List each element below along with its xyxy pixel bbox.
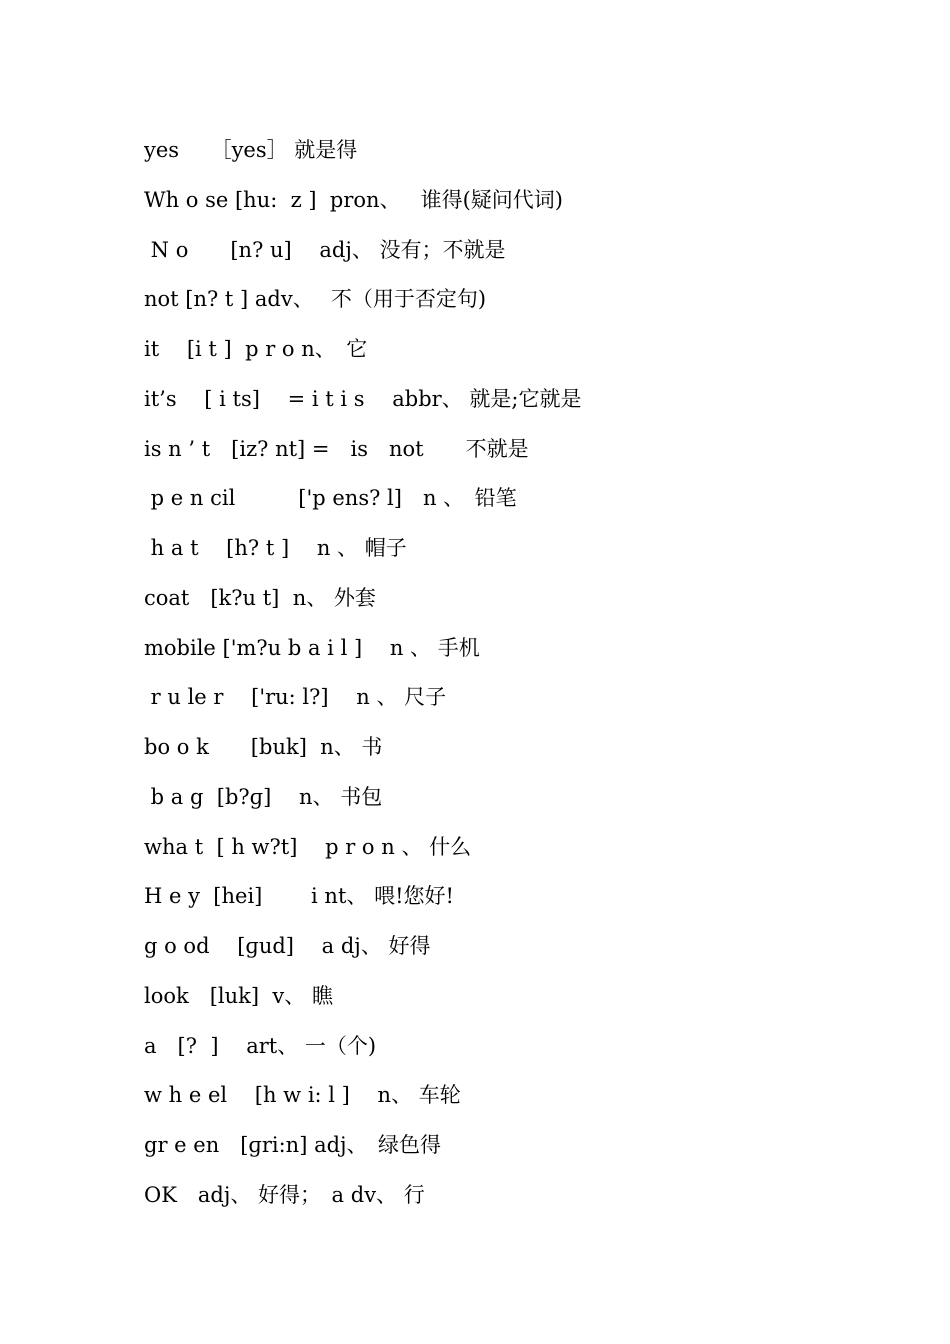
vocab-entry-look: look [luk] v、 瞧 <box>144 983 333 1008</box>
vocab-entry-bag: b a g [b?ɡ] n、 书包 <box>144 784 383 809</box>
vocab-entry-ok: OK adj、 好得； a dv、 行 <box>144 1182 425 1207</box>
vocab-entry-mobile: mobile ['m?u b a i l ] n 、 手机 <box>144 635 480 660</box>
vocab-entry-green: gr e en [ɡri:n] adj、 绿色得 <box>144 1133 442 1157</box>
vocab-entry-not: not [n? t ] adv、 不（用于否定句) <box>144 287 487 312</box>
vocab-entry-good: g o od [ɡud] a dj、 好得 <box>144 934 431 958</box>
vocab-entry-it: it [i t ] p r o n、 它 <box>144 337 368 361</box>
vocab-entry-yes: yes ［yes］ 就是得 <box>144 138 358 162</box>
vocab-entry-a: a [? ] art、 一（个) <box>144 1033 377 1058</box>
vocab-entry-wheel: w h e el [h w i: l ] n、 车轮 <box>144 1083 461 1108</box>
vocab-entry-hat: h a t [h? t ] n 、 帽子 <box>144 536 407 560</box>
vocab-entry-pencil: p e n cil ['p ens? l] n 、 铅笔 <box>144 486 517 511</box>
vocab-entry-whose: Wh o se [hu: z ] pron、 谁得(疑问代词) <box>144 187 563 212</box>
vocab-entry-isnt: is n ’ t [iz? nt] = is not 不就是 <box>144 436 529 461</box>
vocab-entry-hey: H e y [hei] i nt、 喂!您好! <box>144 884 454 909</box>
vocabulary-list <box>144 132 581 1227</box>
vocab-entry-what: wha t [ h w?t] p r o n 、 什么 <box>144 834 472 859</box>
vocab-entry-its: it’s [ i ts] = i t i s abbr、 就是;它就是 <box>144 386 582 411</box>
vocab-entry-ruler: r u le r ['ru: l?] n 、 尺子 <box>144 685 447 710</box>
vocab-entry-book: bo o k [buk] n、 书 <box>144 735 383 759</box>
vocab-entry-coat: coat [k?u t] n、 外套 <box>144 585 376 610</box>
vocab-entry-no: N o [n? u] adj、 没有；不就是 <box>144 237 506 262</box>
